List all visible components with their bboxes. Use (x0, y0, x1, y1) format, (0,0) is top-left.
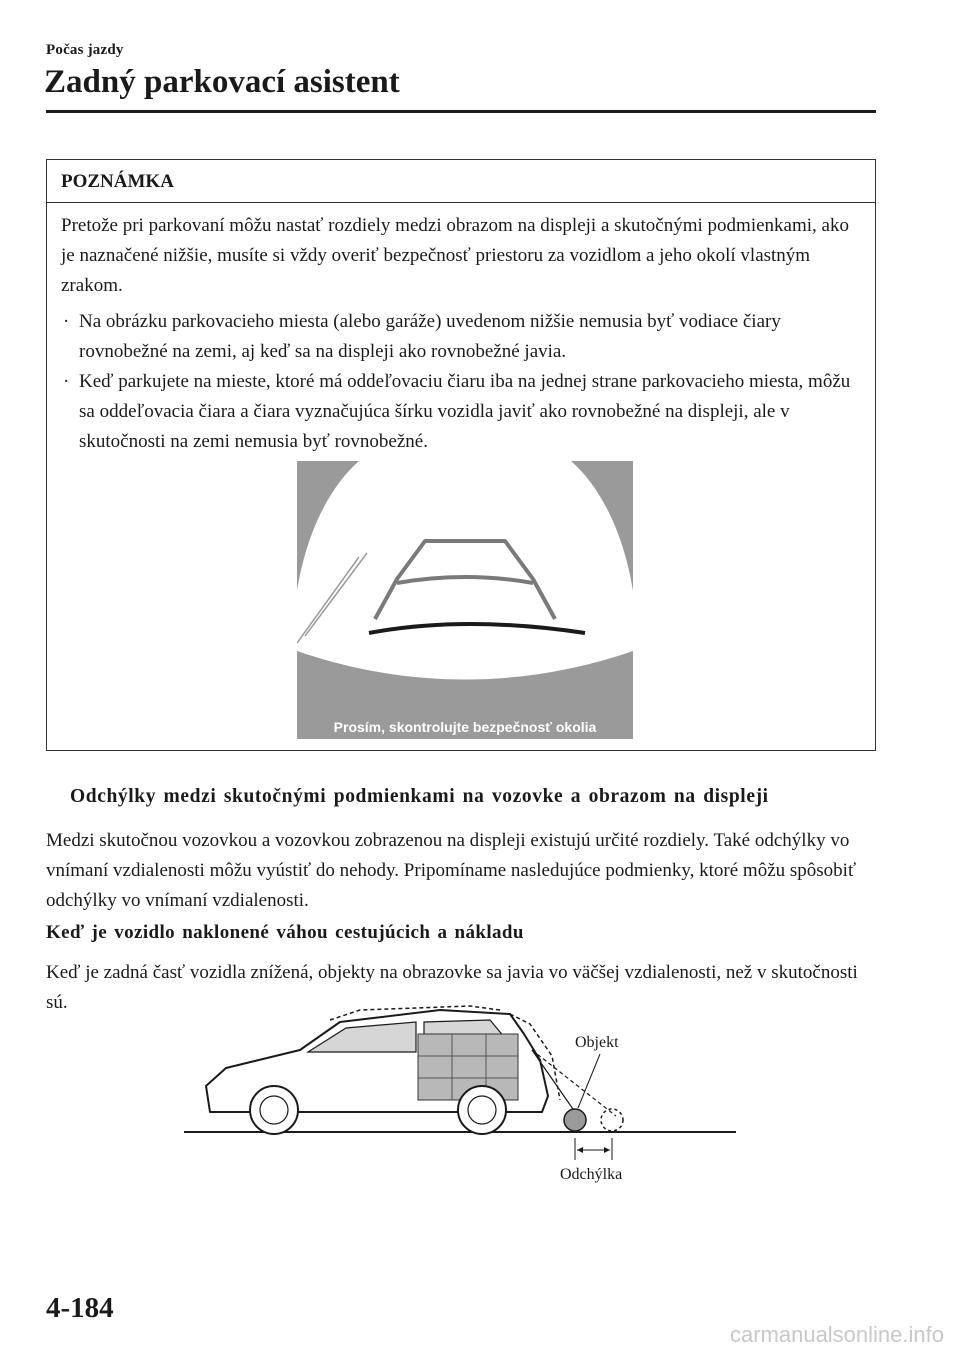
object-actual (564, 1109, 586, 1131)
rear-camera-display-illustration (297, 461, 633, 739)
rear-wheel (458, 1086, 506, 1134)
camera-sight-line-actual (532, 1050, 575, 1112)
vehicle-svg (180, 1000, 740, 1190)
vehicle-tilt-illustration (180, 1000, 740, 1190)
car-front-window (308, 1022, 416, 1052)
section-paragraph: Medzi skutočnou vozovkou a vozovkou zobrazenou na displeji existujú určité rozdiely. Také odchýlky vo vnímaní vzdialenosti môžu vyústiť do nehody. Pripomíname nasledujúce podmienky, ktoré môžu spôsobiť odchýlky vo vnímaní vzdialenosti. (46, 830, 857, 911)
list-item (61, 307, 861, 367)
object-label: Objekt (575, 1034, 619, 1051)
display-message: Prosím, skontrolujte bezpečnosť okolia (333, 719, 597, 735)
camera-view-svg (297, 461, 633, 739)
condition-paragraph: Keď je zadná časť vozidla znížená, objekty na obrazovke sa javia vo väčšej vzdialenosti, než v skutočnosti sú. (46, 962, 858, 1013)
object-leader-line (578, 1054, 600, 1108)
title-rule (46, 110, 876, 113)
front-wheel (250, 1086, 298, 1134)
bullet-text: Na obrázku parkovacieho miesta (alebo garáže) uvedenom nižšie nemusia byť vodiace čiary rovnobežné na zemi, aj keď sa na displeji ako rovnobežné javia. (79, 311, 781, 362)
note-heading: POZNÁMKA (47, 160, 875, 203)
section-label: Počas jazdy (46, 42, 124, 58)
note-box (46, 159, 876, 751)
deviation-label: Odchýlka (560, 1166, 623, 1183)
note-body (47, 203, 875, 457)
page-title: Zadný parkovací asistent (44, 64, 400, 100)
note-intro: Pretože pri parkovaní môžu nastať rozdiely medzi obrazom na displeji a skutočnými podmienkami, ako je naznačené nižšie, musíte si vždy overiť bezpečnosť priestoru za vozidlom a jeho okolí vlastným zrakom. (61, 215, 849, 296)
page-number: 4-184 (46, 1292, 114, 1324)
note-bullets (61, 307, 861, 457)
bullet-mark: · (63, 371, 70, 392)
list-item (61, 367, 861, 457)
bullet-mark: · (63, 311, 70, 332)
section-heading: Odchýlky medzi skutočnými podmienkami na vozovke a obrazom na displeji (70, 786, 769, 807)
condition-heading: Keď je vozidlo naklonené váhou cestujúcich a nákladu (46, 922, 524, 943)
bullet-text: Keď parkujete na mieste, ktoré má oddeľovaciu čiaru iba na jednej strane parkovacieho miesta, môžu sa oddeľovacia čiara a čiara vyznačujúca šírku vozidla javiť ako rovnobežné na displeji, ale v skutočnosti na zemi nemusia byť rovnobežné. (79, 371, 851, 452)
watermark: carmanualsonline.info (729, 1322, 944, 1347)
